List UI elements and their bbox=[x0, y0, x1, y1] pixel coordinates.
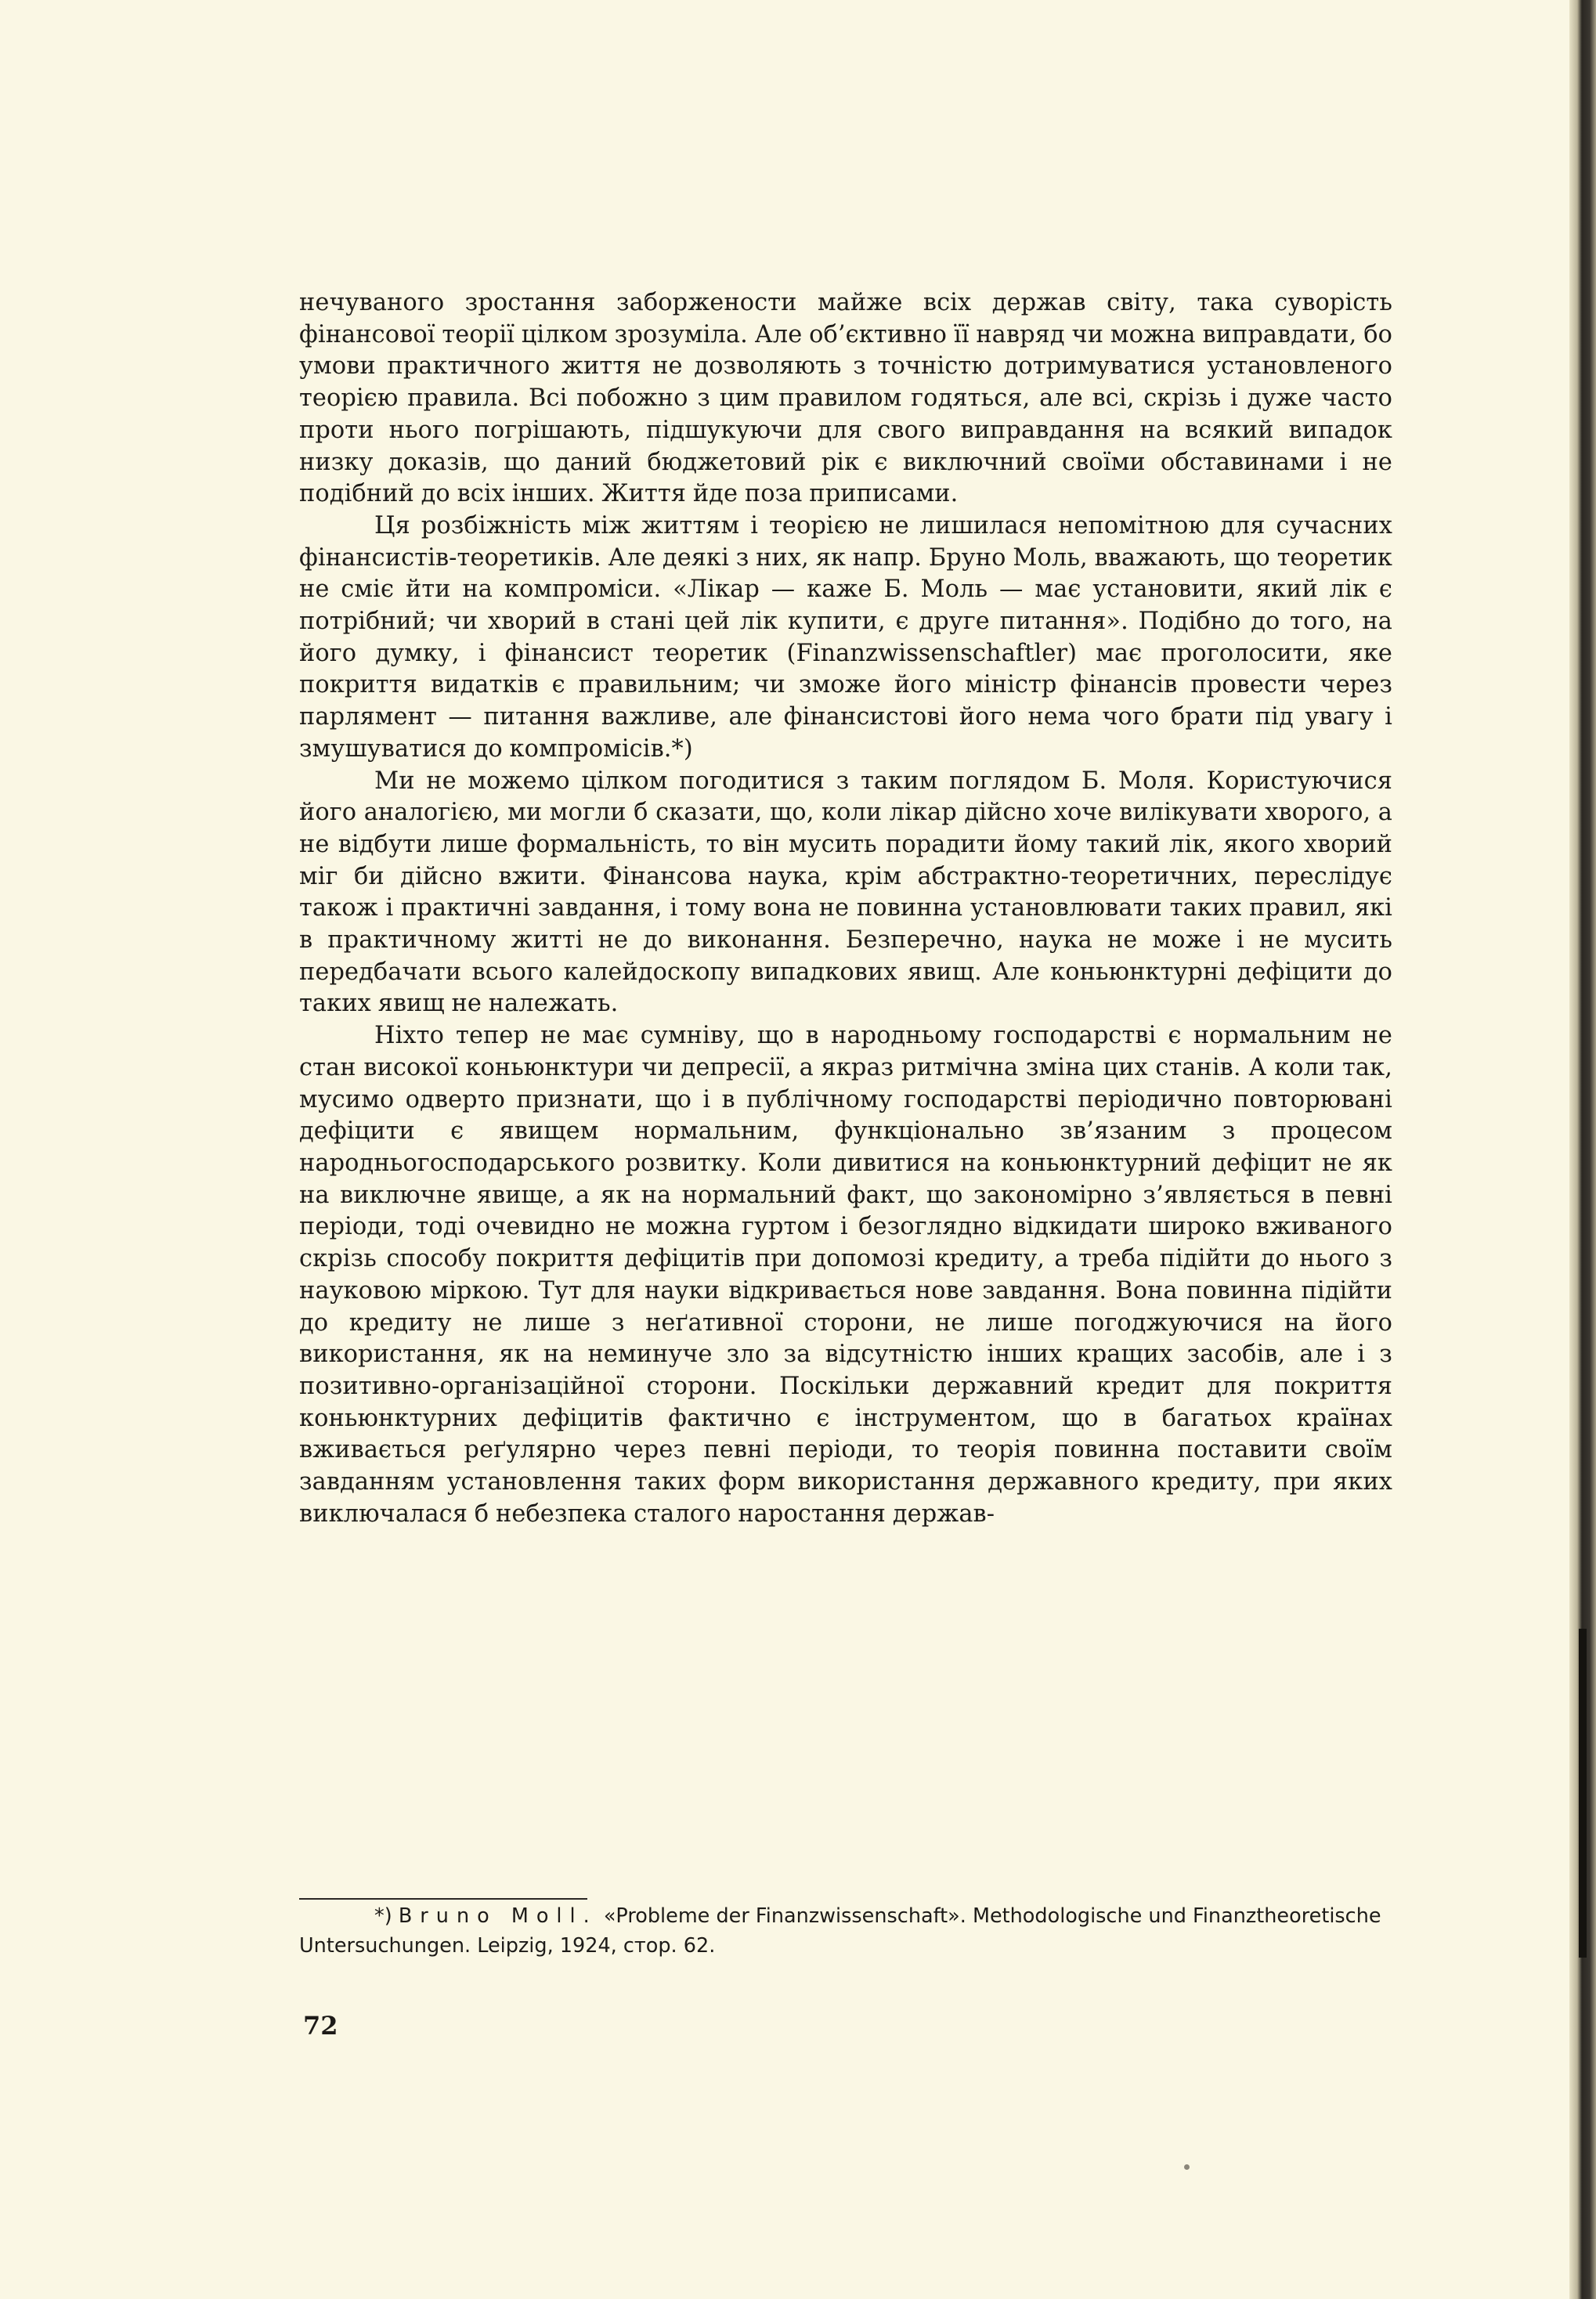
paragraph-4: Ніхто тепер не має сумніву, що в народньому господарстві є нормальним не стан високої коньюнктури чи депресії, а якраз ритмічна зміна цих станів. А коли так, мусимо одверто признати, що і в публічному господарстві періодично повторювані дефіцити є явищем нормальним, функціонально зв’язаним з процесом народньогосподарського розвитку. Коли дивитися на коньюнктурний дефіцит не як на виключне явище, а як на нормальний факт, що закономірно з’являється в певні періоди, тоді очевидно не можна гуртом і безоглядно відкидати широко вживаного скрізь способу покриття дефіцитів при допомозі кредиту, а треба підійти до нього з науковою міркою. Тут для науки відкривається нове завдання. Вона повинна підійти до кредиту не лише з неґативної сторони, не лише погоджуючися на його використання, як на неминуче зло за відсутністю інших кращих засобів, але і з позитивно-організаційної сторони. Поскільки державний кредит для покриття коньюнктурних дефіцитів фактично є інструментом, що в багатьох країнах вживається реґулярно через певні періоди, то теорія повинна поставити своїм завданням установлення таких форм використання державного кредиту, при яких виключалася б небезпека сталого наростання держав- bbox=[299, 1022, 1392, 1528]
footnote-author: Bruno Moll. bbox=[398, 1904, 598, 1928]
footnote-marker: *) bbox=[374, 1904, 392, 1928]
paragraph-3: Ми не можемо цілком погодитися з таким поглядом Б. Моля. Користуючися його аналогією, ми могли б сказати, що, коли лікар дійсно хоче вилікувати хворого, а не відбути лише формальність, то він мусить порадити йому такий лік, якого хворий міг би дійсно вжити. Фінансова наука, крім абстрактно-теоретичних, переслідує також і практичні завдання, і тому вона не повинна установлювати таких правил, які в практичному житті не до виконання. Безперечно, наука не може і не мусить передбачати всього калейдоскопу випадкових явищ. Але коньюнктурні дефіцити до таких явищ не належать. bbox=[299, 767, 1392, 1018]
footnote-rule bbox=[299, 1898, 587, 1900]
body-text bbox=[299, 287, 1392, 1530]
paragraph-2: Ця розбіжність між життям і теорією не лишилася непомітною для сучасних фінансистів-теоретиків. Але деякі з них, як напр. Бруно Моль, вважають, що теоретик не сміє йти на компроміси. «Лікар — каже Б. Моль — має установити, який лік є потрібний; чи хворий в стані цей лік купити, є друге питання». Подібно до того, на його думку, і фінансист теоретик (Finanzwissenschaftler) має проголосити, яке покриття видатків є правильним; чи зможе його міністр фінансів провести через парлямент — питання важливе, але фінансистові його нема чого брати під увагу і змушуватися до компромісів.*) bbox=[299, 511, 1392, 763]
page-number: 72 bbox=[303, 2011, 338, 2041]
scan-speck bbox=[1184, 2164, 1190, 2170]
paragraph-1: нечуваного зростання заборжености майже всіх держав світу, така суворість фінансової теорії цілком зрозуміла. Але об’єктивно її навряд чи можна виправдати, бо умови практичного життя не дозволяють з точністю дотримуватися установленого теорією правила. Всі побожно з цим правилом годяться, але всі, скрізь і дуже часто проти нього погрішають, підшукуючи для свого виправдання на всякий випадок низку доказів, що даний бюджетовий рік є виключний своїми обставинами і не подібний до всіх інших. Життя йде поза приписами. bbox=[299, 289, 1392, 508]
footnote bbox=[299, 1901, 1392, 1961]
footnote-text: «Probleme der Finanzwissenschaft». Methodologische und Finanztheoretische Untersuchungen. Leipzig, 1924, стор. 62. bbox=[299, 1904, 1381, 1958]
scan-edge-mark bbox=[1579, 1629, 1587, 1958]
